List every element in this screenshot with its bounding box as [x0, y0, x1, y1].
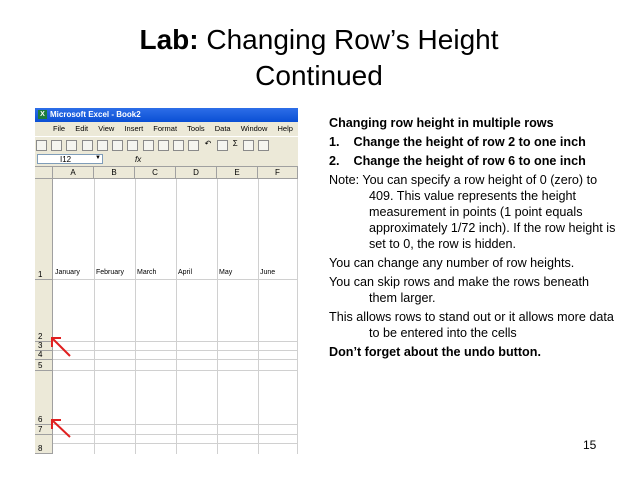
row-number: 5 — [38, 361, 43, 370]
format-painter-icon[interactable] — [188, 140, 199, 151]
gridline — [53, 341, 298, 342]
gridline — [297, 179, 298, 454]
gridline — [258, 179, 259, 454]
row-header-1[interactable] — [35, 179, 53, 280]
spelling-icon[interactable] — [127, 140, 138, 151]
gridline — [53, 370, 298, 371]
menu-tools[interactable]: Tools — [187, 124, 205, 133]
step-1 — [329, 134, 619, 150]
step-2-number: 2. — [329, 154, 340, 168]
name-box[interactable]: I12 — [37, 154, 103, 164]
step-2 — [329, 153, 619, 169]
row-number: 7 — [38, 425, 43, 434]
gridline — [176, 179, 177, 454]
menu-edit[interactable]: Edit — [75, 124, 89, 133]
excel-window-title: Microsoft Excel - Book2 — [50, 110, 141, 119]
select-all-corner[interactable] — [35, 167, 53, 179]
red-arrow-row6-icon — [40, 413, 80, 443]
column-header-d[interactable]: D — [176, 167, 217, 179]
column-header-f[interactable]: F — [258, 167, 298, 179]
cell-f1[interactable]: June — [260, 269, 276, 276]
row-number: 8 — [38, 444, 43, 453]
cell-a1[interactable]: January — [55, 269, 80, 276]
cell-b1[interactable]: February — [96, 269, 125, 276]
chevron-down-icon[interactable]: ▼ — [95, 155, 101, 161]
excel-menu-bar — [35, 122, 298, 136]
row-number: 3 — [38, 341, 43, 350]
excel-toolbar — [35, 136, 298, 153]
column-header-c[interactable]: C — [135, 167, 176, 179]
row-number: 4 — [38, 350, 43, 359]
sort-icon[interactable] — [243, 140, 254, 151]
gridline — [53, 443, 298, 444]
menu-format[interactable]: Format — [153, 124, 178, 133]
tip-1: You can change any number of row heights. — [329, 256, 575, 270]
menu-view[interactable]: View — [98, 124, 115, 133]
cut-icon[interactable] — [143, 140, 154, 151]
step-1-text: Change the height of row 2 to one inch — [353, 135, 586, 149]
undo-reminder: Don’t forget about the undo button. — [329, 345, 541, 359]
row-number: 1 — [38, 270, 43, 279]
cell-c1[interactable]: March — [137, 269, 157, 276]
paste-icon[interactable] — [173, 140, 184, 151]
gridline — [53, 350, 298, 351]
notes-panel — [329, 115, 619, 360]
permission-icon[interactable] — [82, 140, 93, 151]
column-header-e[interactable]: E — [217, 167, 258, 179]
row-number: 6 — [38, 415, 43, 424]
title-line2: Continued — [255, 60, 383, 91]
tip-2: You can skip rows and make the rows beneath them larger. — [329, 275, 589, 305]
cell-e1[interactable]: May — [219, 269, 233, 276]
column-header-a[interactable]: A — [53, 167, 94, 179]
menu-insert[interactable]: Insert — [124, 124, 144, 133]
gridline — [53, 424, 298, 425]
hyperlink-icon[interactable] — [217, 140, 228, 151]
copy-icon[interactable] — [158, 140, 169, 151]
gridline — [135, 179, 136, 454]
formula-bar — [35, 153, 298, 167]
row-number: 2 — [38, 332, 43, 341]
slide-title — [0, 22, 638, 94]
gridline — [217, 179, 218, 454]
gridline — [53, 359, 298, 360]
gridline — [53, 279, 298, 280]
undo-icon[interactable]: ↶ — [204, 139, 212, 148]
notes-heading: Changing row height in multiple rows — [329, 116, 554, 130]
save-icon[interactable] — [66, 140, 77, 151]
menu-window[interactable]: Window — [240, 124, 268, 133]
step-2-text: Change the height of row 6 to one inch — [353, 154, 586, 168]
cell-d1[interactable]: April — [178, 269, 193, 276]
gridline — [94, 179, 95, 454]
title-line1: Changing Row’s Height — [206, 24, 499, 55]
excel-title-bar — [35, 108, 298, 122]
excel-screenshot — [35, 108, 298, 454]
menu-help[interactable]: Help — [277, 124, 293, 133]
red-arrow-row2-icon — [40, 330, 80, 360]
menu-file[interactable]: File — [53, 124, 66, 133]
note-text: Note: You can specify a row height of 0 (zero) to 409. This value represents the height measurement in points (1 point equals approximately 1/72 inch). If the row height is set to 0, the row is hidden. — [329, 173, 616, 251]
fx-icon[interactable]: fx — [135, 155, 142, 164]
menu-data[interactable]: Data — [214, 124, 231, 133]
new-icon[interactable] — [36, 140, 47, 151]
open-icon[interactable] — [51, 140, 62, 151]
excel-app-icon: X — [38, 110, 47, 119]
chart-wizard-icon[interactable] — [258, 140, 269, 151]
column-header-b[interactable]: B — [94, 167, 135, 179]
print-icon[interactable] — [97, 140, 108, 151]
row-header-5[interactable] — [35, 360, 53, 371]
page-number: 15 — [583, 438, 597, 452]
tip-3: This allows rows to stand out or it allows more data to be entered into the cells — [329, 310, 614, 340]
gridline — [53, 434, 298, 435]
title-bold: Lab: — [139, 24, 199, 55]
step-1-number: 1. — [329, 135, 340, 149]
print-preview-icon[interactable] — [112, 140, 123, 151]
autosum-icon[interactable]: Σ — [232, 139, 238, 148]
